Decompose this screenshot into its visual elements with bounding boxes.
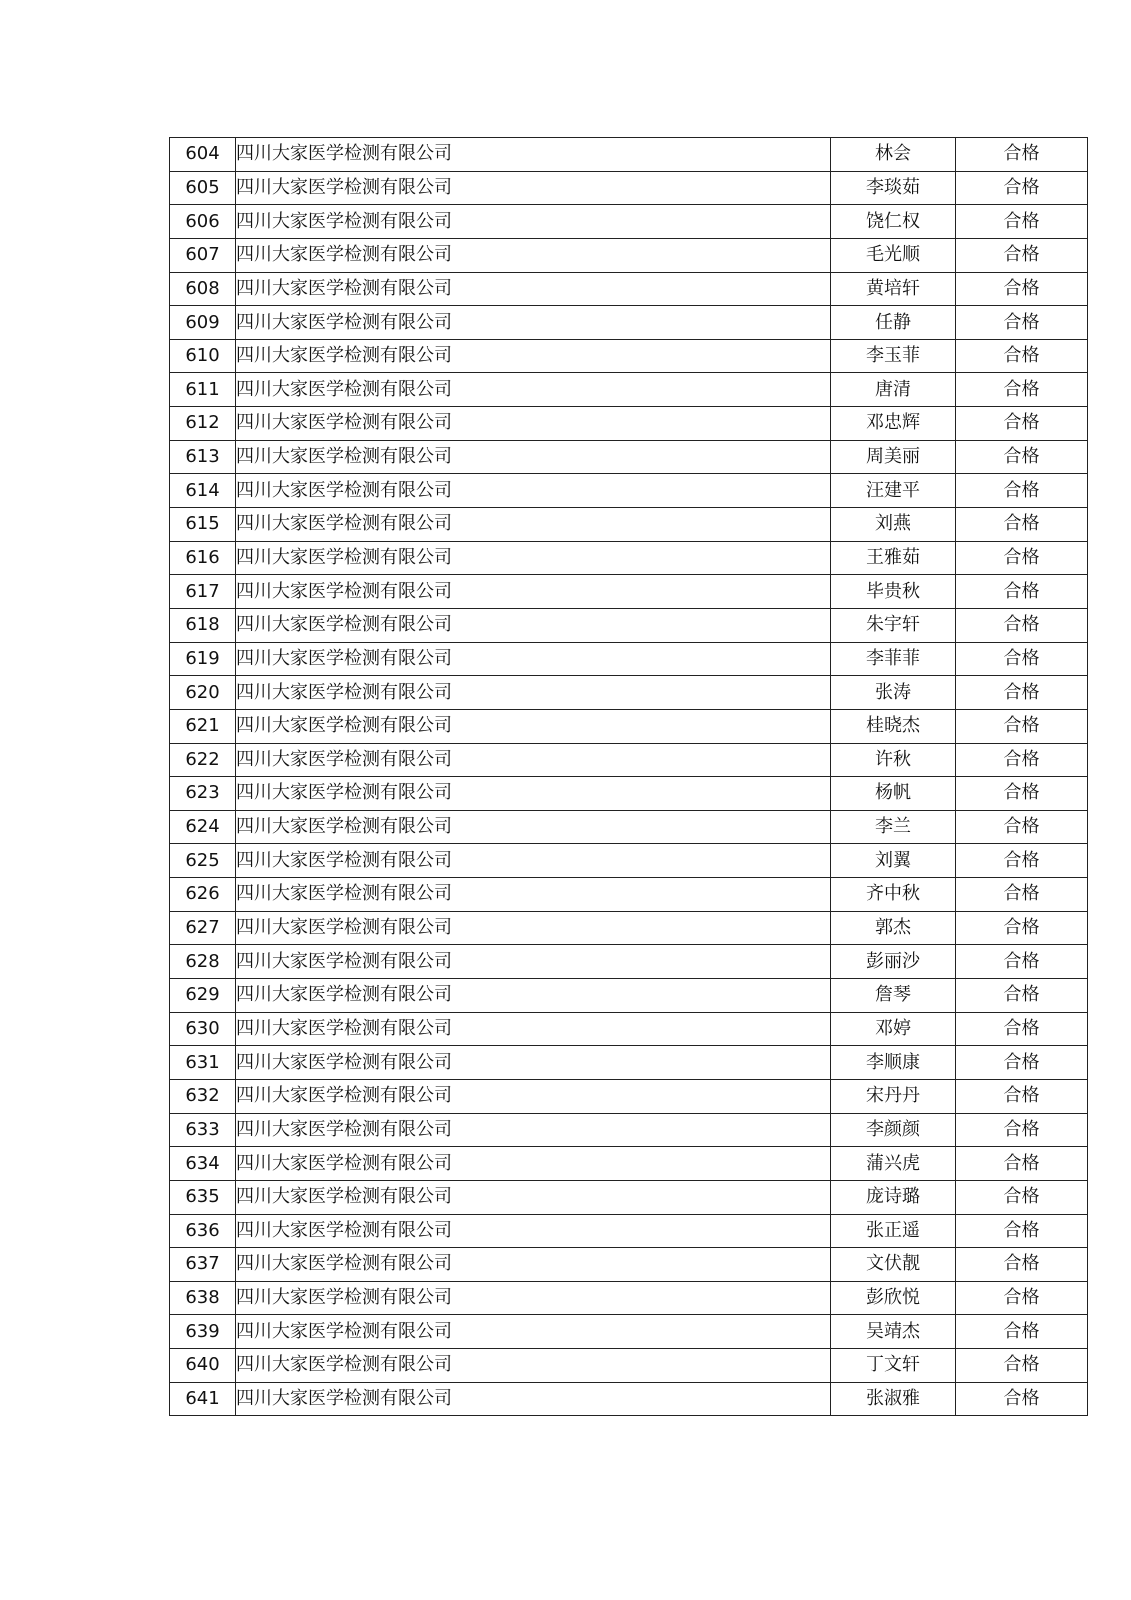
person-name-cell: 詹琴 bbox=[831, 979, 956, 1013]
row-number-cell: 605 bbox=[170, 171, 236, 205]
person-name-cell: 文伏靓 bbox=[831, 1248, 956, 1282]
organization-cell: 四川大家医学检测有限公司 bbox=[236, 1113, 831, 1147]
organization-cell: 四川大家医学检测有限公司 bbox=[236, 373, 831, 407]
result-cell: 合格 bbox=[956, 777, 1088, 811]
table-row bbox=[170, 440, 1088, 474]
organization-cell: 四川大家医学检测有限公司 bbox=[236, 1315, 831, 1349]
row-number-cell: 637 bbox=[170, 1248, 236, 1282]
table-row bbox=[170, 777, 1088, 811]
person-name-cell: 杨帆 bbox=[831, 777, 956, 811]
table-row bbox=[170, 272, 1088, 306]
result-cell: 合格 bbox=[956, 1315, 1088, 1349]
result-cell: 合格 bbox=[956, 1012, 1088, 1046]
row-number-cell: 641 bbox=[170, 1382, 236, 1416]
organization-cell: 四川大家医学检测有限公司 bbox=[236, 810, 831, 844]
result-cell: 合格 bbox=[956, 911, 1088, 945]
organization-cell: 四川大家医学检测有限公司 bbox=[236, 508, 831, 542]
row-number-cell: 607 bbox=[170, 238, 236, 272]
table-row bbox=[170, 1113, 1088, 1147]
row-number-cell: 604 bbox=[170, 138, 236, 172]
person-name-cell: 饶仁权 bbox=[831, 205, 956, 239]
result-cell: 合格 bbox=[956, 1349, 1088, 1383]
row-number-cell: 621 bbox=[170, 709, 236, 743]
person-name-cell: 刘燕 bbox=[831, 508, 956, 542]
organization-cell: 四川大家医学检测有限公司 bbox=[236, 911, 831, 945]
table-row bbox=[170, 171, 1088, 205]
table-row bbox=[170, 238, 1088, 272]
organization-cell: 四川大家医学检测有限公司 bbox=[236, 1046, 831, 1080]
result-cell: 合格 bbox=[956, 205, 1088, 239]
organization-cell: 四川大家医学检测有限公司 bbox=[236, 272, 831, 306]
person-name-cell: 郭杰 bbox=[831, 911, 956, 945]
table-row bbox=[170, 642, 1088, 676]
result-cell: 合格 bbox=[956, 979, 1088, 1013]
person-name-cell: 任静 bbox=[831, 306, 956, 340]
organization-cell: 四川大家医学检测有限公司 bbox=[236, 709, 831, 743]
organization-cell: 四川大家医学检测有限公司 bbox=[236, 541, 831, 575]
result-cell: 合格 bbox=[956, 272, 1088, 306]
table-row bbox=[170, 306, 1088, 340]
person-name-cell: 黄培轩 bbox=[831, 272, 956, 306]
person-name-cell: 李玉菲 bbox=[831, 339, 956, 373]
row-number-cell: 627 bbox=[170, 911, 236, 945]
result-cell: 合格 bbox=[956, 810, 1088, 844]
row-number-cell: 635 bbox=[170, 1180, 236, 1214]
organization-cell: 四川大家医学检测有限公司 bbox=[236, 945, 831, 979]
table-row bbox=[170, 373, 1088, 407]
person-name-cell: 林会 bbox=[831, 138, 956, 172]
result-cell: 合格 bbox=[956, 878, 1088, 912]
result-cell: 合格 bbox=[956, 608, 1088, 642]
organization-cell: 四川大家医学检测有限公司 bbox=[236, 777, 831, 811]
result-cell: 合格 bbox=[956, 474, 1088, 508]
table-row bbox=[170, 878, 1088, 912]
organization-cell: 四川大家医学检测有限公司 bbox=[236, 979, 831, 1013]
result-cell: 合格 bbox=[956, 1281, 1088, 1315]
organization-cell: 四川大家医学检测有限公司 bbox=[236, 1214, 831, 1248]
person-name-cell: 邓忠辉 bbox=[831, 407, 956, 441]
organization-cell: 四川大家医学检测有限公司 bbox=[236, 1180, 831, 1214]
table-row bbox=[170, 676, 1088, 710]
organization-cell: 四川大家医学检测有限公司 bbox=[236, 306, 831, 340]
row-number-cell: 613 bbox=[170, 440, 236, 474]
table-row bbox=[170, 911, 1088, 945]
result-cell: 合格 bbox=[956, 844, 1088, 878]
row-number-cell: 615 bbox=[170, 508, 236, 542]
organization-cell: 四川大家医学检测有限公司 bbox=[236, 1281, 831, 1315]
organization-cell: 四川大家医学检测有限公司 bbox=[236, 844, 831, 878]
organization-cell: 四川大家医学检测有限公司 bbox=[236, 743, 831, 777]
person-name-cell: 毕贵秋 bbox=[831, 575, 956, 609]
organization-cell: 四川大家医学检测有限公司 bbox=[236, 238, 831, 272]
person-name-cell: 李颜颜 bbox=[831, 1113, 956, 1147]
organization-cell: 四川大家医学检测有限公司 bbox=[236, 1012, 831, 1046]
result-cell: 合格 bbox=[956, 1248, 1088, 1282]
result-cell: 合格 bbox=[956, 743, 1088, 777]
result-cell: 合格 bbox=[956, 339, 1088, 373]
organization-cell: 四川大家医学检测有限公司 bbox=[236, 1349, 831, 1383]
organization-cell: 四川大家医学检测有限公司 bbox=[236, 440, 831, 474]
organization-cell: 四川大家医学检测有限公司 bbox=[236, 1079, 831, 1113]
result-cell: 合格 bbox=[956, 1382, 1088, 1416]
table-row bbox=[170, 945, 1088, 979]
row-number-cell: 628 bbox=[170, 945, 236, 979]
table-row bbox=[170, 844, 1088, 878]
person-name-cell: 桂晓杰 bbox=[831, 709, 956, 743]
result-cell: 合格 bbox=[956, 238, 1088, 272]
table-row bbox=[170, 1315, 1088, 1349]
result-cell: 合格 bbox=[956, 407, 1088, 441]
person-name-cell: 李琰茹 bbox=[831, 171, 956, 205]
organization-cell: 四川大家医学检测有限公司 bbox=[236, 1382, 831, 1416]
row-number-cell: 609 bbox=[170, 306, 236, 340]
row-number-cell: 622 bbox=[170, 743, 236, 777]
organization-cell: 四川大家医学检测有限公司 bbox=[236, 575, 831, 609]
row-number-cell: 620 bbox=[170, 676, 236, 710]
result-cell: 合格 bbox=[956, 306, 1088, 340]
result-cell: 合格 bbox=[956, 1147, 1088, 1181]
row-number-cell: 616 bbox=[170, 541, 236, 575]
row-number-cell: 610 bbox=[170, 339, 236, 373]
organization-cell: 四川大家医学检测有限公司 bbox=[236, 1248, 831, 1282]
row-number-cell: 617 bbox=[170, 575, 236, 609]
result-cell: 合格 bbox=[956, 373, 1088, 407]
table-row bbox=[170, 407, 1088, 441]
organization-cell: 四川大家医学检测有限公司 bbox=[236, 407, 831, 441]
row-number-cell: 634 bbox=[170, 1147, 236, 1181]
organization-cell: 四川大家医学检测有限公司 bbox=[236, 138, 831, 172]
result-cell: 合格 bbox=[956, 440, 1088, 474]
person-name-cell: 唐清 bbox=[831, 373, 956, 407]
table-row bbox=[170, 1248, 1088, 1282]
row-number-cell: 624 bbox=[170, 810, 236, 844]
table-row bbox=[170, 709, 1088, 743]
result-cell: 合格 bbox=[956, 1214, 1088, 1248]
person-name-cell: 庞诗璐 bbox=[831, 1180, 956, 1214]
result-cell: 合格 bbox=[956, 508, 1088, 542]
result-cell: 合格 bbox=[956, 541, 1088, 575]
table-row bbox=[170, 339, 1088, 373]
organization-cell: 四川大家医学检测有限公司 bbox=[236, 608, 831, 642]
row-number-cell: 631 bbox=[170, 1046, 236, 1080]
person-name-cell: 周美丽 bbox=[831, 440, 956, 474]
table-row bbox=[170, 1349, 1088, 1383]
row-number-cell: 636 bbox=[170, 1214, 236, 1248]
person-name-cell: 汪建平 bbox=[831, 474, 956, 508]
person-name-cell: 张淑雅 bbox=[831, 1382, 956, 1416]
row-number-cell: 625 bbox=[170, 844, 236, 878]
table-row bbox=[170, 138, 1088, 172]
table-row bbox=[170, 508, 1088, 542]
result-cell: 合格 bbox=[956, 138, 1088, 172]
person-name-cell: 刘翼 bbox=[831, 844, 956, 878]
table-row bbox=[170, 205, 1088, 239]
result-cell: 合格 bbox=[956, 1180, 1088, 1214]
table-row bbox=[170, 1012, 1088, 1046]
table-row bbox=[170, 743, 1088, 777]
result-cell: 合格 bbox=[956, 642, 1088, 676]
person-name-cell: 毛光顺 bbox=[831, 238, 956, 272]
person-name-cell: 李兰 bbox=[831, 810, 956, 844]
table-row bbox=[170, 1382, 1088, 1416]
row-number-cell: 611 bbox=[170, 373, 236, 407]
organization-cell: 四川大家医学检测有限公司 bbox=[236, 339, 831, 373]
result-cell: 合格 bbox=[956, 1046, 1088, 1080]
person-name-cell: 许秋 bbox=[831, 743, 956, 777]
result-cell: 合格 bbox=[956, 945, 1088, 979]
row-number-cell: 614 bbox=[170, 474, 236, 508]
result-cell: 合格 bbox=[956, 575, 1088, 609]
result-cell: 合格 bbox=[956, 1113, 1088, 1147]
person-name-cell: 蒲兴虎 bbox=[831, 1147, 956, 1181]
row-number-cell: 633 bbox=[170, 1113, 236, 1147]
row-number-cell: 629 bbox=[170, 979, 236, 1013]
row-number-cell: 639 bbox=[170, 1315, 236, 1349]
table-row bbox=[170, 979, 1088, 1013]
result-cell: 合格 bbox=[956, 1079, 1088, 1113]
row-number-cell: 630 bbox=[170, 1012, 236, 1046]
row-number-cell: 632 bbox=[170, 1079, 236, 1113]
result-cell: 合格 bbox=[956, 709, 1088, 743]
table-row bbox=[170, 810, 1088, 844]
row-number-cell: 626 bbox=[170, 878, 236, 912]
row-number-cell: 638 bbox=[170, 1281, 236, 1315]
row-number-cell: 608 bbox=[170, 272, 236, 306]
row-number-cell: 606 bbox=[170, 205, 236, 239]
person-name-cell: 张涛 bbox=[831, 676, 956, 710]
table-row bbox=[170, 1046, 1088, 1080]
person-name-cell: 彭丽沙 bbox=[831, 945, 956, 979]
person-name-cell: 彭欣悦 bbox=[831, 1281, 956, 1315]
table-row bbox=[170, 1079, 1088, 1113]
row-number-cell: 623 bbox=[170, 777, 236, 811]
organization-cell: 四川大家医学检测有限公司 bbox=[236, 205, 831, 239]
table-row bbox=[170, 575, 1088, 609]
table-row bbox=[170, 1214, 1088, 1248]
row-number-cell: 640 bbox=[170, 1349, 236, 1383]
row-number-cell: 612 bbox=[170, 407, 236, 441]
organization-cell: 四川大家医学检测有限公司 bbox=[236, 171, 831, 205]
organization-cell: 四川大家医学检测有限公司 bbox=[236, 676, 831, 710]
table-row bbox=[170, 474, 1088, 508]
person-name-cell: 宋丹丹 bbox=[831, 1079, 956, 1113]
row-number-cell: 618 bbox=[170, 608, 236, 642]
person-name-cell: 李顺康 bbox=[831, 1046, 956, 1080]
table-row bbox=[170, 608, 1088, 642]
person-name-cell: 王雅茹 bbox=[831, 541, 956, 575]
person-name-cell: 丁文轩 bbox=[831, 1349, 956, 1383]
organization-cell: 四川大家医学检测有限公司 bbox=[236, 474, 831, 508]
result-cell: 合格 bbox=[956, 676, 1088, 710]
table-row bbox=[170, 1281, 1088, 1315]
person-name-cell: 李菲菲 bbox=[831, 642, 956, 676]
organization-cell: 四川大家医学检测有限公司 bbox=[236, 1147, 831, 1181]
row-number-cell: 619 bbox=[170, 642, 236, 676]
organization-cell: 四川大家医学检测有限公司 bbox=[236, 642, 831, 676]
result-cell: 合格 bbox=[956, 171, 1088, 205]
results-table bbox=[169, 137, 1088, 1416]
person-name-cell: 邓婷 bbox=[831, 1012, 956, 1046]
person-name-cell: 朱宇轩 bbox=[831, 608, 956, 642]
person-name-cell: 吴靖杰 bbox=[831, 1315, 956, 1349]
table-row bbox=[170, 1180, 1088, 1214]
organization-cell: 四川大家医学检测有限公司 bbox=[236, 878, 831, 912]
results-table-body bbox=[170, 138, 1088, 1416]
table-row bbox=[170, 541, 1088, 575]
person-name-cell: 张正遥 bbox=[831, 1214, 956, 1248]
table-row bbox=[170, 1147, 1088, 1181]
person-name-cell: 齐中秋 bbox=[831, 878, 956, 912]
